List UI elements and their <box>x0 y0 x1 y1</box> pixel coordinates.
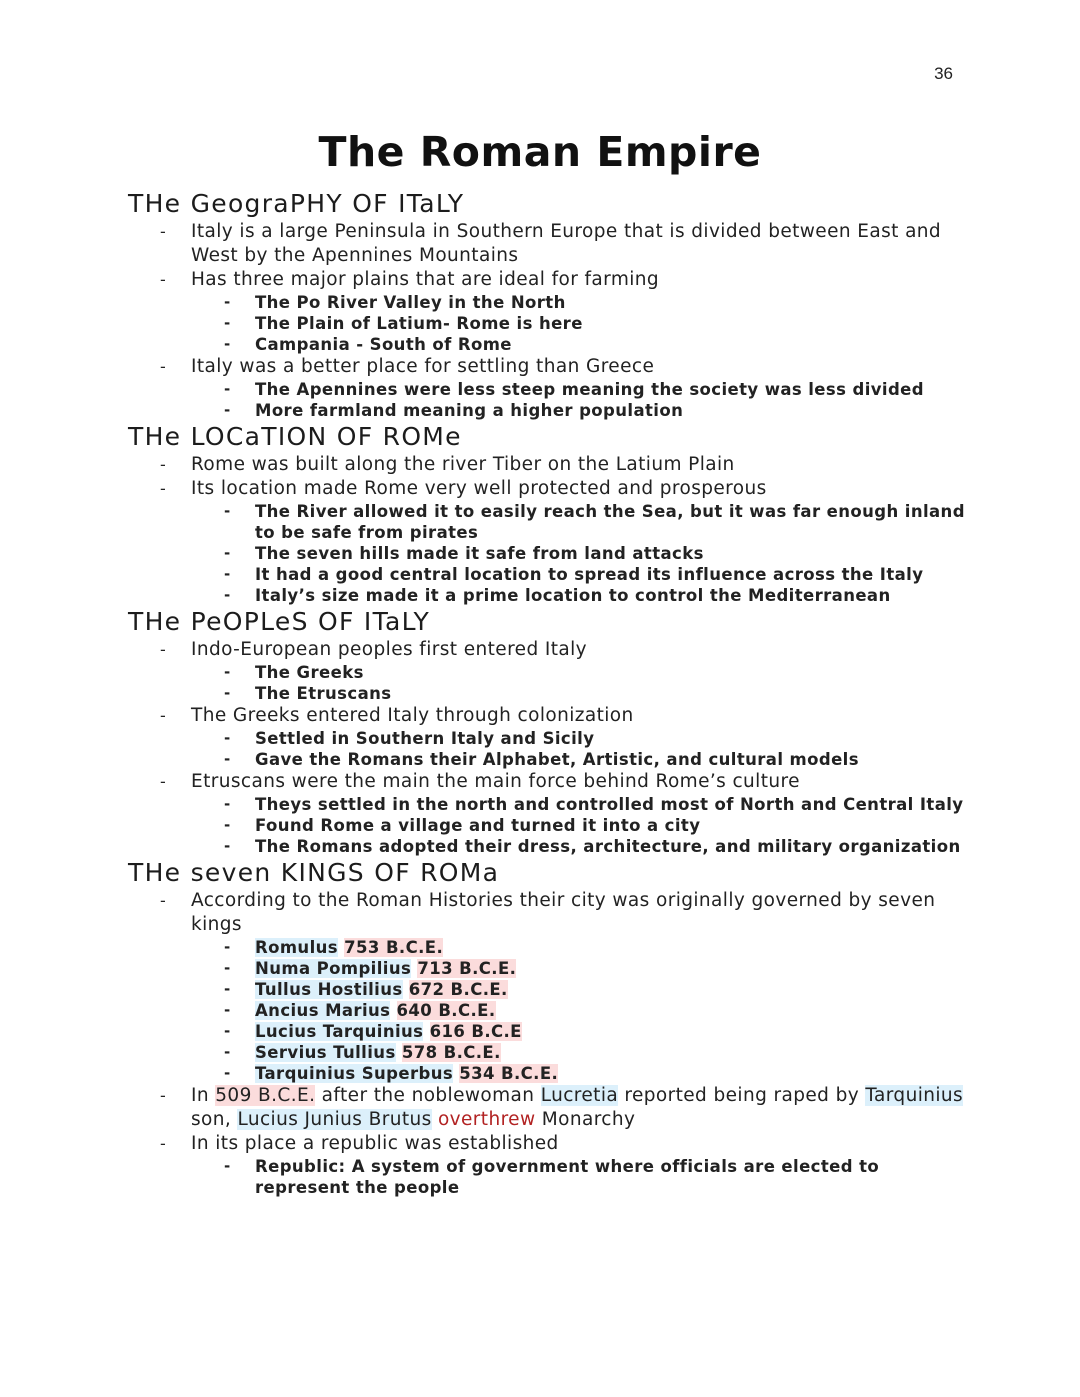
list-item <box>128 355 968 421</box>
king-name: Ancius Marius <box>255 1001 391 1020</box>
list-item <box>128 268 968 355</box>
list-item <box>128 477 968 606</box>
spacer <box>423 1022 429 1041</box>
king-date: 640 B.C.E. <box>396 1001 496 1020</box>
spacer <box>403 980 409 999</box>
sub-item-text: - The Etruscans <box>255 684 392 703</box>
king-date: 713 B.C.E. <box>417 959 517 978</box>
bullet-text: - Its location made Rome very well protected and prosperous <box>191 478 767 499</box>
list-item <box>128 1132 968 1198</box>
sub-list <box>191 379 968 421</box>
text-segment: son, <box>191 1109 238 1130</box>
text-segment: after the noblewoman <box>315 1085 541 1106</box>
list-item <box>128 220 968 268</box>
text-segment: Tarquinius <box>865 1085 964 1106</box>
section-heading: THe GeograPHY OF ITaLY <box>128 189 465 218</box>
sub-item <box>191 683 968 704</box>
text-segment: reported being raped by <box>618 1085 866 1106</box>
sub-item-text: - The River allowed it to easily reach the Sea, but it was far enough inland to be safe from pirates <box>255 502 965 542</box>
page-number: 36 <box>934 64 953 83</box>
king-entry <box>255 958 968 979</box>
list-item <box>128 1084 968 1132</box>
section-heading: THe seven KINGS OF ROMa <box>128 858 500 887</box>
sub-item <box>191 815 968 836</box>
sub-item-text: - Gave the Romans their Alphabet, Artistic, and cultural models <box>255 750 859 769</box>
bullet-text: - Etruscans were the main the main force behind Rome’s culture <box>191 771 800 792</box>
text-segment: Monarchy <box>535 1109 636 1130</box>
sub-item <box>191 585 968 606</box>
list-item <box>128 770 968 857</box>
text-segment: In <box>191 1085 216 1106</box>
sub-item <box>191 501 968 543</box>
sub-item-text: - The Po River Valley in the North <box>255 293 566 312</box>
king-item <box>191 1021 968 1042</box>
list-item <box>128 638 968 704</box>
sub-item-text: - The Romans adopted their dress, architecture, and military organization <box>255 837 961 856</box>
king-date: 578 B.C.E. <box>401 1043 501 1062</box>
sub-item <box>191 334 968 355</box>
king-entry <box>255 937 968 958</box>
king-name: Romulus <box>255 938 339 957</box>
sub-item <box>191 794 968 815</box>
sub-item-text: - Settled in Southern Italy and Sicily <box>255 729 595 748</box>
sub-item-text: - Found Rome a village and turned it into a city <box>255 816 701 835</box>
text-segment: 509 B.C.E. <box>215 1085 316 1106</box>
sub-list <box>191 662 968 704</box>
king-name: Tarquinius Superbus <box>255 1064 454 1083</box>
king-item <box>191 1063 968 1084</box>
sub-item-text: - Republic: A system of government where officials are elected to represent the people <box>255 1157 880 1197</box>
king-entry <box>255 1000 968 1021</box>
king-item <box>191 1000 968 1021</box>
king-name: Tullus Hostilius <box>255 980 403 999</box>
king-entry <box>255 1021 968 1042</box>
list-item <box>128 704 968 770</box>
spacer <box>390 1001 396 1020</box>
sub-item <box>191 292 968 313</box>
sub-item <box>191 543 968 564</box>
sub-item-text: - More farmland meaning a higher population <box>255 401 684 420</box>
section-heading: THe LOCaTION OF ROMe <box>128 422 462 451</box>
bullet-list <box>128 638 968 857</box>
sub-item-text: - Italy’s size made it a prime location to control the Mediterranean <box>255 586 891 605</box>
king-entry <box>255 979 968 1000</box>
section <box>128 606 968 857</box>
sub-item <box>191 836 968 857</box>
bullet-text: - According to the Roman Histories their city was originally governed by seven kings <box>191 890 936 935</box>
king-date: 534 B.C.E. <box>459 1064 559 1083</box>
sub-item <box>191 662 968 683</box>
sub-item-text: - The Greeks <box>255 663 364 682</box>
sub-item-text: - The Plain of Latium- Rome is here <box>255 314 583 333</box>
section <box>128 421 968 606</box>
section <box>128 188 968 421</box>
bullet-text: - Italy was a better place for settling than Greece <box>191 356 655 377</box>
bullet-list <box>128 889 968 1198</box>
king-item <box>191 979 968 1000</box>
text-segment: Lucretia <box>540 1085 619 1106</box>
bullet-text: - Italy is a large Peninsula in Southern Europe that is divided between East and West by the Apennines Mountains <box>191 221 942 266</box>
sub-item <box>191 728 968 749</box>
king-name: Servius Tullius <box>255 1043 396 1062</box>
section-heading: THe PeOPLeS OF ITaLY <box>128 607 431 636</box>
page-title: The Roman Empire <box>318 128 762 176</box>
king-entry <box>255 1042 968 1063</box>
sub-item-text: - The Apennines were less steep meaning the society was less divided <box>255 380 924 399</box>
sub-item <box>191 564 968 585</box>
king-item <box>191 958 968 979</box>
sub-item-text: - It had a good central location to spread its influence across the Italy <box>255 565 924 584</box>
text-segment: Lucius Junius Brutus <box>237 1109 432 1130</box>
king-name: Numa Pompilius <box>255 959 412 978</box>
bullet-text <box>191 1084 968 1132</box>
king-date: 672 B.C.E. <box>408 980 508 999</box>
notes-body <box>128 188 968 1198</box>
sub-item-text: - Campania - South of Rome <box>255 335 512 354</box>
bullet-text: - The Greeks entered Italy through colonization <box>191 705 634 726</box>
sub-list <box>191 728 968 770</box>
bullet-list <box>128 220 968 421</box>
sub-list <box>191 292 968 355</box>
spacer <box>396 1043 402 1062</box>
sub-list <box>191 1156 968 1198</box>
sub-list <box>191 937 968 1084</box>
king-entry <box>255 1063 968 1084</box>
king-item <box>191 937 968 958</box>
king-name: Lucius Tarquinius <box>255 1022 424 1041</box>
sub-item-text: - Theys settled in the north and controlled most of North and Central Italy <box>255 795 964 814</box>
sub-item-text: - The seven hills made it safe from land attacks <box>255 544 704 563</box>
sub-item <box>191 749 968 770</box>
sub-item <box>191 313 968 334</box>
bullet-text: - Indo-European peoples first entered Italy <box>191 639 588 660</box>
sub-list <box>191 501 968 606</box>
text-segment: overthrew <box>437 1109 536 1130</box>
section <box>128 857 968 1198</box>
bullet-text: - Has three major plains that are ideal for farming <box>191 269 660 290</box>
king-date: 616 B.C.E <box>429 1022 522 1041</box>
bullet-text: - In its place a republic was established <box>191 1133 559 1154</box>
king-date: 753 B.C.E. <box>344 938 444 957</box>
sub-item <box>191 400 968 421</box>
bullet-list <box>128 453 968 606</box>
bullet-text: - Rome was built along the river Tiber on the Latium Plain <box>191 454 735 475</box>
list-item <box>128 889 968 1084</box>
list-item <box>128 453 968 477</box>
sub-list <box>191 794 968 857</box>
sub-item <box>191 1156 968 1198</box>
sub-item <box>191 379 968 400</box>
king-item <box>191 1042 968 1063</box>
